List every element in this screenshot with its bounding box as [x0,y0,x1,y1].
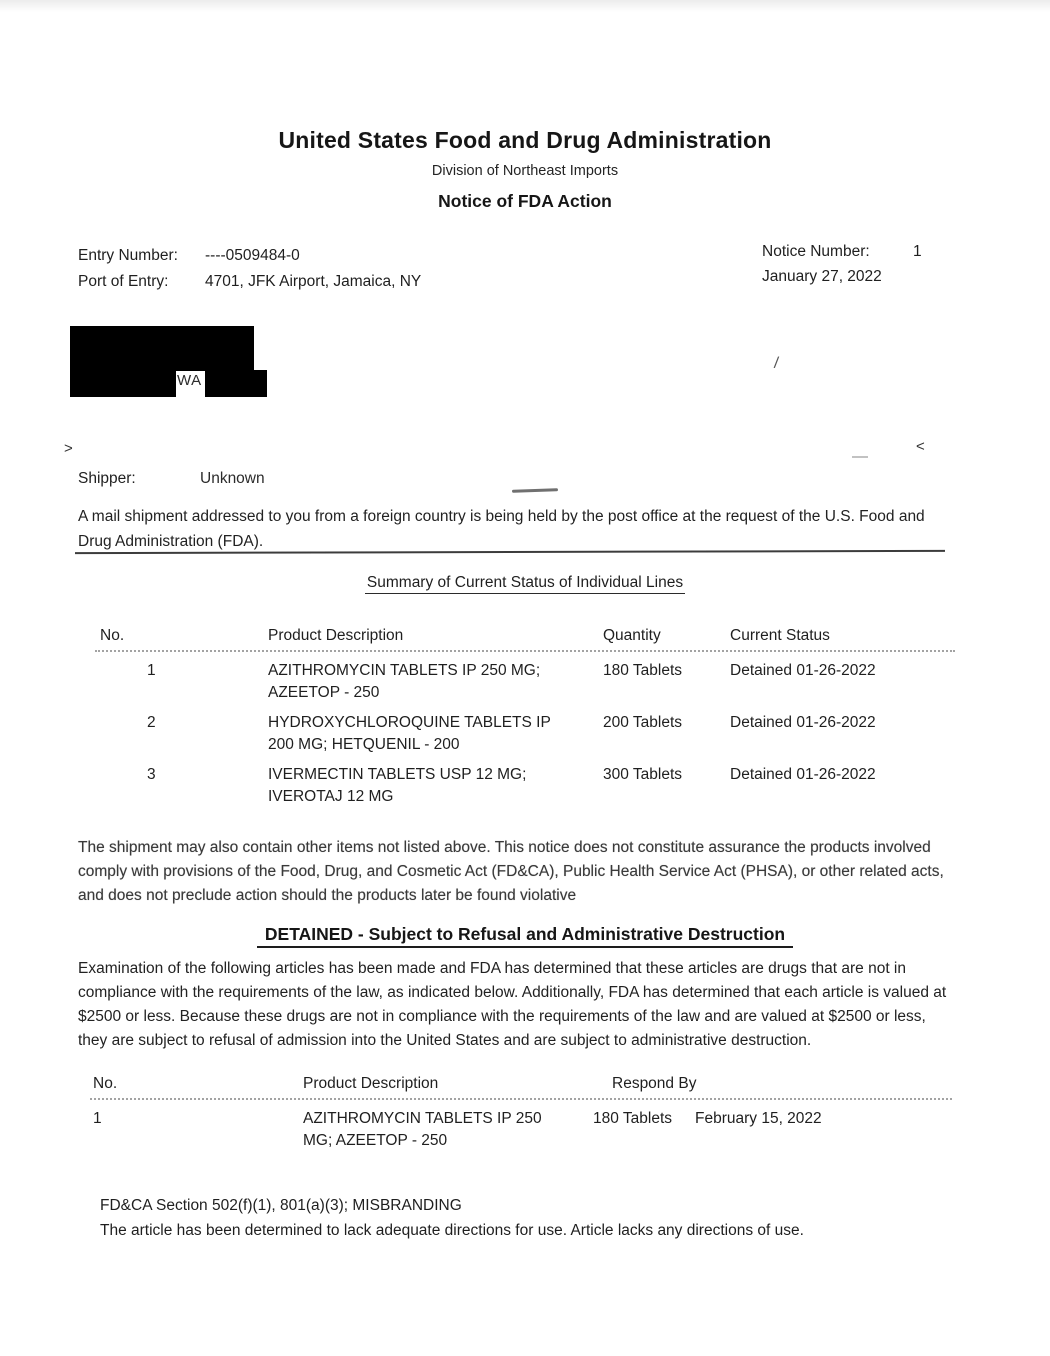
row-no: 2 [147,714,156,731]
summary-table-title: Summary of Current Status of Individual Lines [0,574,1050,592]
table-header-separator [90,1098,952,1100]
disclaimer-paragraph: The shipment may also contain other items not listed above. This notice does not constitute assurance the products involved comply with provisions of the Food, Drug, and Cosmetic Act (FD&CA), Public Health Service Act (PHSA), or other related acts, and does not preclude action should the products later be found violative [78,839,944,904]
redaction-block-name [70,326,254,371]
col-header-no: No. [100,627,125,644]
entry-number-row [78,243,421,269]
row-status: Detained 01-26-2022 [730,766,876,783]
row-no: 1 [147,662,156,679]
entry-number-value: ----0509484-0 [205,247,300,264]
port-of-entry-label: Port of Entry: [78,273,169,290]
col-header-description: Product Description [303,1075,439,1092]
summary-table [95,625,955,808]
table-row [95,764,955,808]
charge-section-line: FD&CA Section 502(f)(1), 801(a)(3); MISBRANDING [100,1197,462,1214]
detained-table-header [90,1073,952,1095]
examination-paragraph: Examination of the following articles has been made and FDA has determined that these articles are drugs that are not in compliance with the requirements of the law, as indicated below. Additionally, FDA has determined that each article is valued at $2500 or less. Because these drugs are not in compliance with the requirements of the law and are valued at $2500 or less, they are subject to refusal of admission into the United States and are subject to administrative destruction. [78,960,947,1049]
redaction-block-zip [205,370,267,397]
notice-number-value: 1 [913,243,922,260]
entry-meta-block [78,243,421,295]
scan-caret-right: < [916,438,925,455]
scan-smudge [852,456,868,458]
scan-slash-mark: / [773,354,780,373]
table-header-separator [95,650,955,652]
col-header-status: Current Status [730,627,830,644]
shipper-value: Unknown [200,470,265,487]
table-row [95,660,955,704]
scan-smudge [512,488,558,493]
redaction-block-address [70,368,176,397]
addressee-state-text: WA [177,372,202,389]
scan-edge-shade [0,0,1050,12]
port-of-entry-value: 4701, JFK Airport, Jamaica, NY [205,273,422,290]
col-header-description: Product Description [268,627,404,644]
charge-detail-line: The article has been determined to lack adequate directions for use. Article lacks any directions of use. [100,1222,804,1239]
row-respond-by: February 15, 2022 [695,1110,822,1127]
col-header-respond-by: Respond By [612,1075,697,1092]
row-description: HYDROXYCHLOROQUINE TABLETS IP 200 MG; HETQUENIL - 200 [268,714,551,753]
row-quantity: 180 Tablets [593,1110,672,1127]
entry-number-label: Entry Number: [78,247,178,264]
shipper-label: Shipper: [78,470,136,487]
notice-number-label: Notice Number: [762,243,870,260]
row-description: AZITHROMYCIN TABLETS IP 250 MG; AZEETOP - 250 [268,662,541,701]
row-quantity: 200 Tablets [603,714,682,731]
detained-table [90,1073,952,1152]
notice-date: January 27, 2022 [762,268,882,285]
row-description: AZITHROMYCIN TABLETS IP 250 MG; AZEETOP - 250 [303,1110,542,1149]
col-header-no: No. [93,1075,118,1092]
table-row [95,712,955,756]
scan-caret-left: > [64,440,73,457]
summary-table-header [95,625,955,647]
row-quantity: 180 Tablets [603,662,682,679]
table-row [90,1108,952,1152]
intro-paragraph: A mail shipment addressed to you from a foreign country is being held by the post office at the request of the U.S. Food and Drug Administration (FDA). [78,508,925,550]
row-status: Detained 01-26-2022 [730,662,876,679]
notice-action-title: Notice of FDA Action [438,191,612,211]
detained-heading: DETAINED - Subject to Refusal and Administrative Destruction [0,924,1050,945]
doc-subtitle: Division of Northeast Imports [431,163,619,179]
row-quantity: 300 Tablets [603,766,682,783]
col-header-quantity: Quantity [603,627,661,644]
row-description: IVERMECTIN TABLETS USP 12 MG; IVEROTAJ 12 MG [268,766,527,805]
doc-title: United States Food and Drug Administration [278,127,772,153]
row-no: 3 [147,766,156,783]
charge-section [100,1193,950,1243]
row-status: Detained 01-26-2022 [730,714,876,731]
port-of-entry-row [78,269,421,295]
row-no: 1 [93,1110,102,1127]
